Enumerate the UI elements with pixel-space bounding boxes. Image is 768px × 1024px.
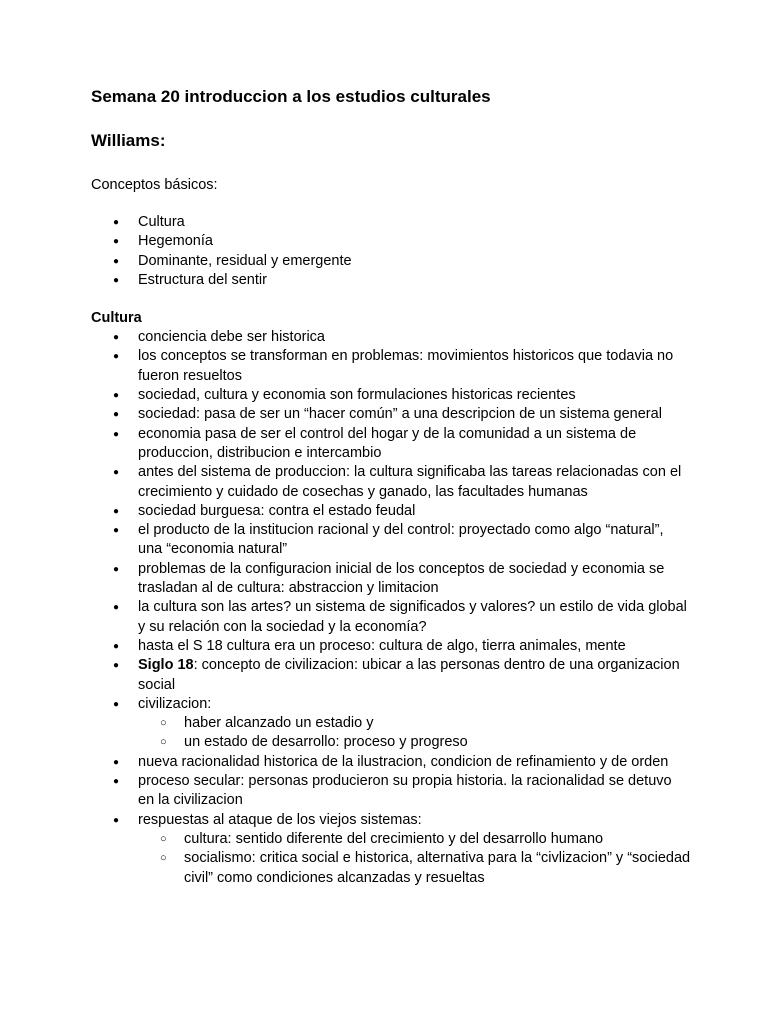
- respuestas-label: respuestas al ataque de los viejos sistemas:: [138, 811, 422, 828]
- cultura-heading: Cultura: [91, 310, 142, 327]
- list-item: ● Dominante, residual y emergente: [91, 252, 691, 271]
- list-item: ● la cultura son las artes? un sistema de significados y valores? un estilo de vida global y su relación con la sociedad y la economía?: [91, 598, 691, 637]
- list-item: ● hasta el S 18 cultura era un proceso: cultura de algo, tierra animales, mente: [91, 637, 691, 656]
- list-item: ● conciencia debe ser historica: [91, 328, 691, 347]
- list-item: ● Cultura: [91, 213, 691, 232]
- list-item: ● Hegemonía: [91, 232, 691, 251]
- list-item: ● Estructura del sentir: [91, 271, 691, 290]
- list-item-respuestas: [91, 811, 691, 888]
- cultura-list: [91, 328, 691, 888]
- siglo-bold-label: Siglo 18: [138, 657, 194, 674]
- list-item: ● proceso secular: personas producieron su propia historia. la racionalidad se detuvo en la civilizacion: [91, 772, 691, 811]
- list-item: ● antes del sistema de produccion: la cultura significaba las tareas relacionadas con el crecimiento y cuidado de cosechas y ganado, las facultades humanas: [91, 463, 691, 502]
- sub-list-item: ○ socialismo: critica social e historica, alternativa para la “civlizacion” y “sociedad civil” como condiciones alcanzadas y resueltas: [138, 849, 691, 888]
- respuestas-sublist: [138, 830, 691, 888]
- list-item: ● sociedad, cultura y economia son formulaciones historicas recientes: [91, 386, 691, 405]
- list-item-siglo: [91, 656, 691, 695]
- siglo-text: : concepto de civilizacion: ubicar a las personas dentro de una organizacion social: [138, 657, 680, 693]
- list-item: ● el producto de la institucion racional y del control: proyectado como algo “natural”, una “economia natural”: [91, 521, 691, 560]
- sub-list-item: ○ haber alcanzado un estadio y: [138, 714, 691, 733]
- list-item: ● problemas de la configuracion inicial de los conceptos de sociedad y economia se trasladan al de cultura: abstraccion y limitacion: [91, 560, 691, 599]
- intro-text: Conceptos básicos:: [91, 177, 218, 193]
- civilizacion-sublist: [138, 714, 691, 753]
- list-item: ● economia pasa de ser el control del hogar y de la comunidad a un sistema de produccion, distribucion e intercambio: [91, 425, 691, 464]
- list-item: ● los conceptos se transforman en problemas: movimientos historicos que todavia no fueron resueltos: [91, 347, 691, 386]
- sub-list-item: ○ un estado de desarrollo: proceso y progreso: [138, 733, 691, 752]
- document-content: [91, 86, 691, 888]
- list-item: ● nueva racionalidad historica de la ilustracion, condicion de refinamiento y de orden: [91, 753, 691, 772]
- list-item: ● sociedad burguesa: contra el estado feudal: [91, 502, 691, 521]
- sub-list-item: ○ cultura: sentido diferente del crecimiento y del desarrollo humano: [138, 830, 691, 849]
- document-title: Semana 20 introduccion a los estudios culturales: [91, 87, 491, 106]
- list-item: ● sociedad: pasa de ser un “hacer común” a una descripcion de un sistema general: [91, 405, 691, 424]
- list-item-civilizacion: [91, 695, 691, 753]
- civilizacion-label: civilizacion:: [138, 695, 212, 712]
- concepts-list: [91, 213, 691, 290]
- author-heading: Williams:: [91, 131, 166, 150]
